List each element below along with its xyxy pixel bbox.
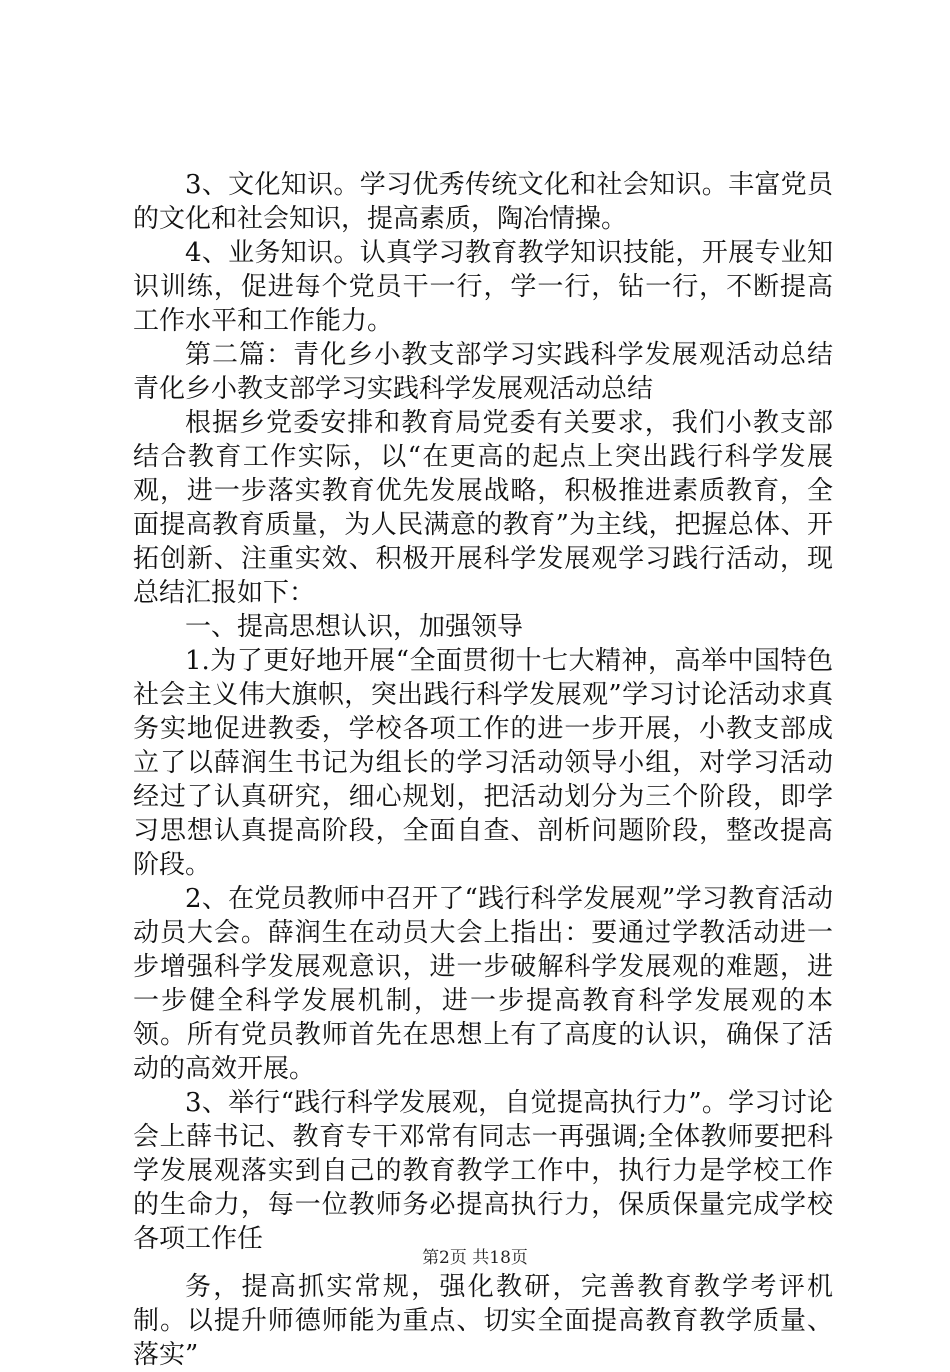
paragraph-culture-knowledge: 3、文化知识。学习优秀传统文化和社会知识。丰富党员的文化和社会知识，提高素质，陶冶情操。 [133, 170, 833, 234]
paragraph-item-3: 3、举行“践行科学发展观，自觉提高执行力”。学习讨论会上薛书记、教育专干邓常有同志一再强调;全体教师要把科学发展观落实到自己的教育教学工作中，执行力是学校工作的生命力，每一位教师务必提高执行力，保质保量完成学校各项工作任 [133, 1088, 833, 1254]
paragraph-business-knowledge: 4、业务知识。认真学习教育教学知识技能，开展专业知识训练，促进每个党员干一行，学一行，钻一行，不断提高工作水平和工作能力。 [133, 238, 833, 336]
section-heading-one: 一、提高思想认识，加强领导 [185, 612, 524, 642]
paragraph-item-1: 1.为了更好地开展“全面贯彻十七大精神，高举中国特色社会主义伟大旗帜，突出践行科学发展观”学习讨论活动求真务实地促进教委，学校各项工作的进一步开展，小教支部成立了以薛润生书记为组长的学习活动领导小组，对学习活动经过了认真研究，细心规划，把活动划分为三个阶段，即学习思想认真提高阶段，全面自查、剖析问题阶段，整改提高阶段。 [133, 646, 833, 880]
paragraph-item-2: 2、在党员教师中召开了“践行科学发展观”学习教育活动动员大会。薛润生在动员大会上指出：要通过学教活动进一步增强科学发展观意识，进一步破解科学发展观的难题，进一步健全科学发展机制，进一步提高教育科学发展观的本领。所有党员教师首先在思想上有了高度的认识，确保了活动的高效开展。 [133, 884, 833, 1084]
paragraph-chapter-two-title: 第二篇：青化乡小教支部学习实践科学发展观活动总结青化乡小教支部学习实践科学发展观活动总结 [133, 340, 833, 404]
paragraph-continuation: 务，提高抓实常规，强化教研，完善教育教学考评机制。以提升师德师能为重点、切实全面提高教育教学质量、落实” [133, 1272, 833, 1370]
document-body [133, 168, 833, 1372]
page-number-footer: 第2页 共18页 [422, 1248, 528, 1268]
paragraph-introduction: 根据乡党委安排和教育局党委有关要求，我们小教支部结合教育工作实际，以“在更高的起点上突出践行科学发展观，进一步落实教育优先发展战略，积极推进素质教育，全面提高教育质量，为人民满意的教育”为主线，把握总体、开拓创新、注重实效、积极开展科学发展观学习践行活动，现总结汇报如下： [133, 408, 833, 608]
